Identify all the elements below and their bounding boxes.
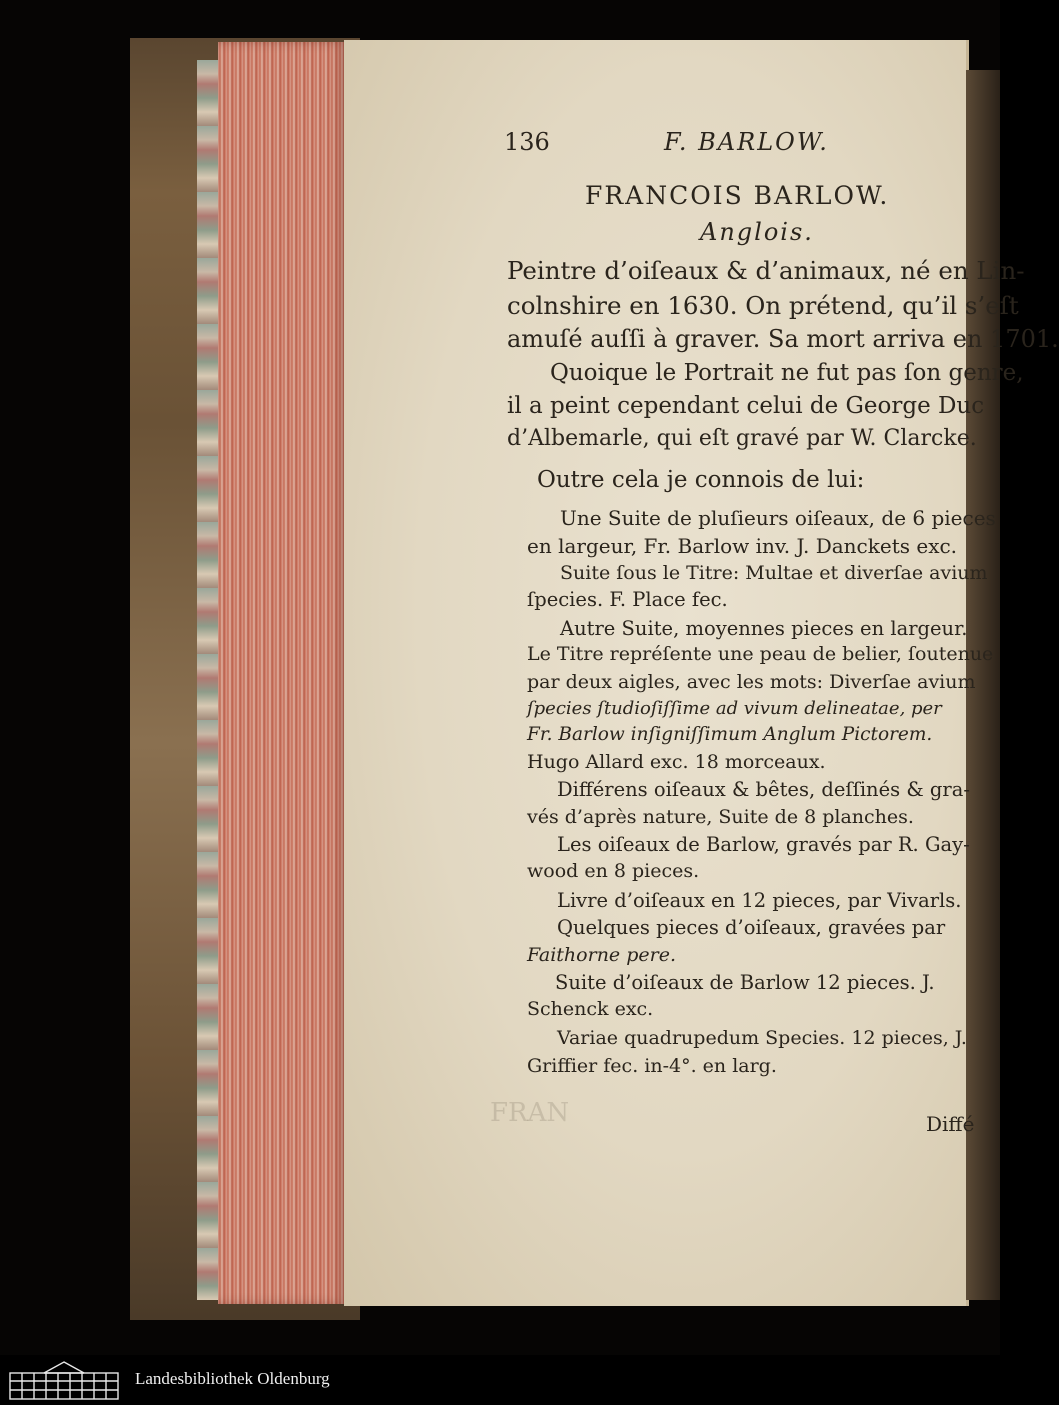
entry-line: Griffier fec. in-4°. en larg. [527,1055,777,1077]
entry-line: Hugo Allard exc. 18 morceaux. [527,751,826,773]
entry-line: Faithorne pere. [527,944,676,966]
entry-line: Une Suite de pluſieurs oiſeaux, de 6 pieces [560,506,996,530]
entry-line: Différens oiſeaux & bêtes, deſſinés & gra- [557,778,970,801]
entry-line: Les oiſeaux de Barlow, gravés par R. Gay- [557,833,970,856]
entry-line: Autre Suite, moyennes pieces en largeur. [560,617,968,640]
page-number: 136 [504,128,550,156]
intro-line: amuſé auſſi à graver. Sa mort arriva en 1701. [507,325,1059,353]
paragraph-line: Quoique le Portrait ne fut pas ſon genre, [550,360,1024,386]
entry-line: Livre d’oiſeaux en 12 pieces, par Vivarls. [557,889,962,912]
paragraph-line: d’Albemarle, qui eſt gravé par W. Clarcke. [507,426,977,451]
running-head: F. BARLOW. [664,128,829,156]
entry-line: wood en 8 pieces. [527,860,700,882]
entry-line: en largeur, Fr. Barlow inv. J. Danckets exc. [527,534,958,558]
show-through-ghost: FRAN [490,1098,570,1128]
library-building-icon [6,1359,122,1401]
entry-line: ſpecies ſtudioſiſſime ad vivum delineatae, per [527,698,942,719]
entry-line: Quelques pieces d’oiſeaux, gravées par [557,916,946,939]
intro-line: colnshire en 1630. On prétend, qu’il s’eſt [507,291,1019,320]
entry-line: par deux aigles, avec les mots: Diverſae avium [527,671,976,693]
section-heading: Outre cela je connois de lui: [537,467,865,493]
entry-line: Schenck exc. [527,998,654,1020]
catchword: Diffé [926,1112,975,1136]
entry-line: Variae quadrupedum Species. 12 pieces, J. [557,1027,967,1049]
footer-bar [0,1355,1000,1405]
entry-line: Suite d’oiſeaux de Barlow 12 pieces. J. [555,971,935,994]
page-edges [218,42,346,1304]
library-name: Landesbibliothek Oldenburg [135,1369,330,1388]
paragraph-line: il a peint cependant celui de George Duc [507,393,985,419]
page-subtitle: Anglois. [700,218,814,246]
entry-line: Suite ſous le Titre: Multae et diverſae avium [560,562,988,584]
intro-line: Peintre d’oiſeaux & d’animaux, né en Lin- [507,256,1025,285]
entry-line: vés d’après nature, Suite de 8 planches. [527,806,914,828]
entry-line: Le Titre repréſente une peau de belier, ſoutenue [527,643,994,665]
entry-line: Fr. Barlow inſigniſſimum Anglum Pictorem. [527,724,933,745]
entry-line: ſpecies. F. Place fec. [527,588,728,611]
page-title: FRANCOIS BARLOW. [585,181,890,210]
